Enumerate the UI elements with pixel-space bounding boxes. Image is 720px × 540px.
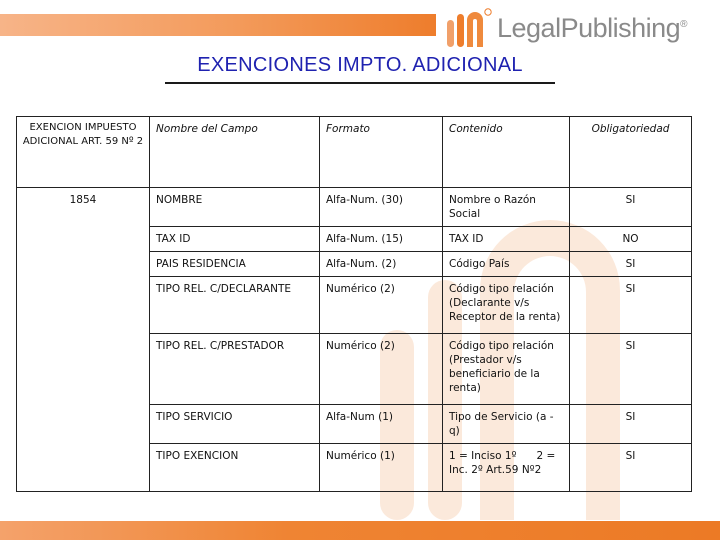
- exenciones-table: [16, 116, 692, 492]
- cell-contenido: TAX ID: [443, 227, 570, 252]
- logo-text-legal: Legal: [497, 13, 561, 43]
- cell-obligatoriedad: SI: [570, 188, 692, 227]
- cell-contenido: Nombre o Razón Social: [443, 188, 570, 227]
- cell-contenido: Código País: [443, 252, 570, 277]
- cell-formato: Numérico (2): [320, 277, 443, 334]
- cell-contenido: Tipo de Servicio (a - q): [443, 405, 570, 444]
- exencion-code: 1854: [17, 188, 150, 492]
- cell-formato: Numérico (1): [320, 444, 443, 492]
- top-accent-bar: [0, 14, 436, 36]
- logo-mark-icon: [441, 6, 497, 50]
- cell-contenido: Código tipo relación (Declarante v/s Receptor de la renta): [443, 277, 570, 334]
- cell-campo: TIPO SERVICIO: [150, 405, 320, 444]
- cell-formato: Alfa-Num (1): [320, 405, 443, 444]
- page-title: EXENCIONES IMPTO. ADICIONAL: [197, 54, 523, 76]
- logo-text-publishing: Publishing: [560, 13, 681, 43]
- cell-contenido: Código tipo relación (Prestador v/s beneficiario de la renta): [443, 334, 570, 405]
- header-contenido: Contenido: [443, 117, 570, 188]
- cell-campo: TAX ID: [150, 227, 320, 252]
- cell-campo: PAIS RESIDENCIA: [150, 252, 320, 277]
- cell-obligatoriedad: SI: [570, 405, 692, 444]
- cell-formato: Alfa-Num. (15): [320, 227, 443, 252]
- trademark-symbol: ®: [680, 19, 688, 30]
- cell-campo: TIPO REL. C/DECLARANTE: [150, 277, 320, 334]
- cell-campo: TIPO EXENCION: [150, 444, 320, 492]
- cell-obligatoriedad: SI: [570, 444, 692, 492]
- title-underline: [165, 82, 555, 84]
- cell-obligatoriedad: SI: [570, 252, 692, 277]
- cell-obligatoriedad: SI: [570, 277, 692, 334]
- legalpublishing-logo: [441, 6, 711, 50]
- cell-formato: Numérico (2): [320, 334, 443, 405]
- cell-formato: Alfa-Num. (2): [320, 252, 443, 277]
- header-obligatoriedad: Obligatoriedad: [570, 117, 692, 188]
- cell-obligatoriedad: NO: [570, 227, 692, 252]
- table-header-row: [17, 117, 692, 188]
- header-exencion: EXENCION IMPUESTO ADICIONAL ART. 59 Nº 2: [17, 117, 150, 188]
- bottom-accent-bar: [0, 521, 720, 540]
- header-nombre-campo: Nombre del Campo: [150, 117, 320, 188]
- header-formato: Formato: [320, 117, 443, 188]
- cell-campo: NOMBRE: [150, 188, 320, 227]
- cell-obligatoriedad: SI: [570, 334, 692, 405]
- table-row: [17, 188, 692, 227]
- cell-contenido: 1 = Inciso 1º 2 = Inc. 2º Art.59 Nº2: [443, 444, 570, 492]
- cell-campo: TIPO REL. C/PRESTADOR: [150, 334, 320, 405]
- cell-formato: Alfa-Num. (30): [320, 188, 443, 227]
